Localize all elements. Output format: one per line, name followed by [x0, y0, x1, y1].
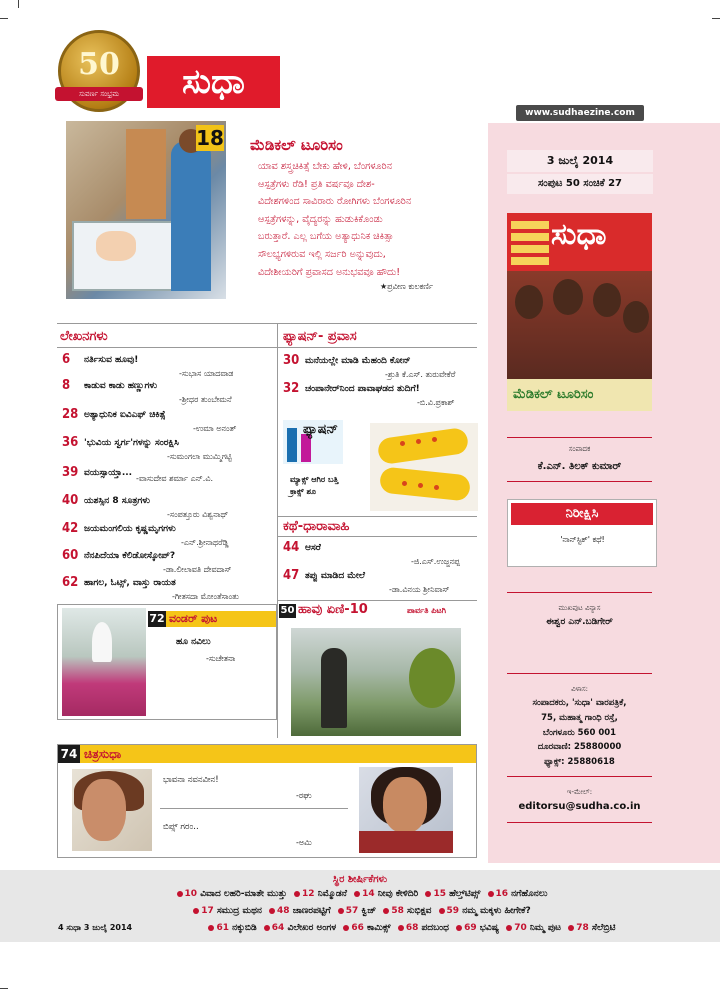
- wonder-page-title[interactable]: ವಂಡರ್ ಪುಟ: [166, 611, 276, 627]
- item-page-number: 30: [283, 353, 300, 368]
- item-author: -ಸುಭಾಸ ಯಾದವಾಡ: [179, 369, 234, 378]
- item-title: ವಯಸ್ಸಾಯ್ತಾ...: [84, 468, 133, 478]
- bullet-icon: [269, 908, 275, 914]
- item-page-number: 47: [283, 568, 300, 583]
- item-title: ಮನೆಯಲ್ಲೇ ಮಾಡಿ ಮೆಹಂದಿ ಕೋನ್: [305, 356, 411, 366]
- crocs-shoe-photo: [370, 423, 478, 511]
- chitrasudha-title[interactable]: ಚಿತ್ರಸುಧಾ: [80, 745, 476, 763]
- feature-title[interactable]: ಮೆಡಿಕಲ್ ಟೂರಿಸಂ: [250, 136, 343, 154]
- bullet-icon: [425, 891, 431, 897]
- fashion-caption: [290, 474, 366, 498]
- column-entry[interactable]: 68 ಪದಬಂಧ: [394, 923, 449, 933]
- flower-peacock-photo: [62, 608, 146, 716]
- section-divider: [278, 536, 477, 537]
- cover-tag: [511, 257, 549, 265]
- fashion-heading: ಫ್ಯಾಷನ್- ಪ್ರವಾಸ: [283, 329, 357, 344]
- cover-designer-name: ಈಶ್ವರ ಎನ್.ಬಡಿಗೇರ್: [546, 617, 613, 627]
- feature-page-number: 18: [196, 126, 224, 150]
- issue-volume: ಸಂಪುಟ 50 ಸಂಚಿಕೆ 27: [507, 174, 653, 194]
- item-page-number: 6: [62, 352, 71, 367]
- regular-columns-title: ಸ್ಥಿರ ಶೀರ್ಷಿಕೆಗಳು: [332, 874, 388, 885]
- feature-line: ಬರುತ್ತಾರೆ. ಎಲ್ಲ ಬಗೆಯ ಅತ್ಯಾಧುನಿಕ ಚಿಕಿತ್ಸಾ: [258, 231, 394, 243]
- feature-line: ವಿದೇಶಗಳಿಂದ ಸಾವಿರಾರು ರೋಗಿಗಳು ಬೆಂಗಳೂರಿನ: [258, 196, 412, 208]
- feature-author: ★ಪ್ರವೀಣ ಕುಲಕರ್ಣಿ: [380, 282, 434, 291]
- shoe-shape: [377, 427, 470, 465]
- cover-tag: [511, 245, 549, 253]
- address-label: ವಿಳಾಸ:: [571, 685, 588, 693]
- fashion-logo: [283, 420, 343, 464]
- fashion-bottle-icon: [301, 434, 311, 462]
- item-author: -ಉಮಾ ಅನಂತ್: [193, 424, 237, 433]
- cover-photo: [507, 271, 652, 379]
- column-entry[interactable]: 64 ವಿಲೇಖರ ಅಂಗಳ: [260, 923, 336, 933]
- column-entry[interactable]: 57 ಕ್ವಿಜ್: [334, 906, 376, 916]
- address-line-2: 75, ಮಹಾತ್ಮ ಗಾಂಧಿ ರಸ್ತೆ,: [541, 713, 618, 723]
- section-divider: [57, 323, 477, 324]
- fashion-bottle-icon: [287, 428, 297, 462]
- page-footer-folio: 4 ಸುಧಾ 3 ಜುಲೈ 2014: [58, 923, 133, 932]
- photo-doctor: [171, 141, 211, 291]
- item-page-number: 28: [62, 407, 79, 422]
- crop-mark: [0, 18, 8, 19]
- column-entry[interactable]: 17 ಸಮುದ್ರ ಮಥನ: [189, 906, 262, 916]
- serial-page-number: 50: [280, 605, 295, 616]
- column-entry[interactable]: 70 ನಿಮ್ಮ ಪುಟ: [502, 923, 561, 933]
- cinema-item-1[interactable]: ಭಾವನಾ ನವನವೀನ!: [163, 775, 219, 785]
- item-divider: [160, 808, 348, 809]
- column-entry[interactable]: 12 ನಿಮ್ಮೊಡನೆ: [290, 889, 347, 899]
- sidebar-divider: [507, 673, 652, 674]
- illustration-tree: [409, 648, 455, 708]
- item-title: ನೆನಪಿದೆಯಾ ಕೆಲಿಡೋಸ್ಕೋಪ್?: [84, 551, 176, 561]
- email-label: ಇ-ಮೇಲ್:: [566, 788, 593, 796]
- bullet-icon: [398, 925, 404, 931]
- column-entry[interactable]: 58 ಸುಭಿಕ್ಷವ: [379, 906, 431, 916]
- shoe-hole: [400, 441, 405, 446]
- sidebar-divider: [507, 437, 652, 438]
- item-page-number: 42: [62, 521, 79, 536]
- column-entry[interactable]: 14 ನೀವು ಕೇಳಿದಿರಿ: [350, 889, 418, 899]
- section-divider: [57, 347, 277, 348]
- item-page-number: 8: [62, 378, 71, 393]
- column-entry[interactable]: 48 ಜಾಣರಪಟ್ಟಿಗೆ: [265, 906, 331, 916]
- item-author: -ಶ್ರುತಿ ಕೆ.ಎಸ್. ತುರುವೇಕೆರೆ: [385, 370, 456, 379]
- bullet-icon: [383, 908, 389, 914]
- column-entry[interactable]: 16 ನಗೆಹೊನಲು: [484, 889, 548, 899]
- badge-number: 50: [78, 47, 120, 82]
- shoe-hole: [402, 481, 407, 486]
- regular-columns-row: [0, 906, 720, 916]
- column-entry[interactable]: 15 ಹೆಲ್ತ್‌ಟಿಪ್ಸ್: [421, 889, 480, 899]
- cinema-author-2: -ಅಮಿ: [296, 838, 312, 847]
- item-title: ಹಾಗಲ, ಓಟ್ಸ್, ವಾಸ್ತು ರಾಯತ: [84, 578, 176, 588]
- section-divider: [278, 347, 477, 348]
- item-author: -ಎನ್.ಶ್ರೀನಾಥರೆಡ್ಡಿ: [181, 538, 229, 547]
- item-page-number: 44: [283, 540, 300, 555]
- fashion-caption-line: ಕ್ರಾಕ್ಸ್ ಶೂ: [290, 487, 317, 496]
- actress-photo-1: [72, 769, 152, 851]
- regular-columns-row: [0, 889, 720, 899]
- wonder-item: ಹೂ ನವಿಲು: [176, 637, 211, 647]
- item-author: -ಸಂಪತ್ತೂರು ವಿಶ್ವನಾಥ್: [167, 510, 229, 519]
- editor-label: ಸಂಪಾದಕ: [568, 445, 591, 453]
- item-author: -ಬಿ.ವಿ.ಪ್ರಕಾಶ್: [417, 398, 455, 407]
- item-page-number: 32: [283, 381, 300, 396]
- illustration-couple: [321, 648, 347, 728]
- serial-title[interactable]: ಹಾವು ಏಣಿ-10: [298, 602, 368, 617]
- bullet-icon: [439, 908, 445, 914]
- cover-face: [515, 285, 543, 319]
- sudha-logo: ಸುಧಾ: [147, 56, 280, 108]
- shoe-hole: [432, 437, 437, 442]
- item-title: ಅತ್ಯಾಧುನಿಕ ಐವಿಎಫ್ ಚಿಕಿತ್ಸೆ: [84, 410, 166, 420]
- column-entry[interactable]: 78 ಸೆಲೆಬ್ರಿಟಿ: [564, 923, 615, 933]
- cinema-item-2[interactable]: ಬಿಪ್ಸ್ ಗರಂ..: [163, 822, 199, 832]
- issue-date: 3 ಜುಲೈ 2014: [507, 150, 653, 172]
- item-author: -ವಾಸುದೇವ ಶರ್ಮಾ ಎನ್.ವಿ.: [136, 474, 214, 483]
- photo-door: [126, 129, 166, 219]
- coming-soon-item: 'ನಾನ್‌ಸ್ಟಿಕ್' ಕಥೆ!: [560, 535, 605, 544]
- item-title: ಆಸರೆ: [305, 543, 321, 553]
- cover-logo: ಸುಧಾ: [551, 217, 607, 252]
- feature-line: ಯಾವ ಶಸ್ತ್ರಚಿಕಿತ್ಸೆ ಬೇಕು ಹೇಳಿ, ಬೆಂಗಳೂರಿನ: [258, 161, 393, 172]
- anniversary-badge: [58, 30, 140, 112]
- item-title: ಯಶಸ್ಸಿನ 8 ಸೂತ್ರಗಳು: [84, 496, 151, 506]
- serial-illustration: [291, 628, 461, 736]
- serial-author: ಪಾರ್ವತಿ ಪಿಟಗಿ: [407, 606, 446, 615]
- fax-number: ಫ್ಯಾಕ್ಸ್: 25880618: [544, 757, 615, 767]
- address-line-1: ಸಂಪಾದಕರು, 'ಸುಧಾ' ವಾರಪತ್ರಿಕೆ,: [532, 698, 627, 708]
- stories-heading: ಕಥೆ-ಧಾರಾವಾಹಿ: [283, 519, 350, 534]
- cover-design-label: ಮುಖಪುಟ ವಿನ್ಯಾಸ: [558, 604, 601, 612]
- cover-tag: [511, 221, 549, 229]
- fashion-logo-text: ಫ್ಯಾಷನ್: [303, 422, 338, 437]
- bullet-icon: [354, 891, 360, 897]
- bullet-icon: [456, 925, 462, 931]
- bullet-icon: [338, 908, 344, 914]
- sidebar-divider: [507, 776, 652, 777]
- crop-mark: [712, 18, 720, 19]
- item-title: ಚಂಪಾನೇರ್‌ನಿಂದ ಪಾವಾಘಡದ ತುದಿಗೆ!: [305, 384, 420, 394]
- shoe-shape: [379, 466, 471, 501]
- item-title: 'ಭುವಿಯ ಸ್ವರ್ಗ'ಗಳನ್ನು ಸಂರಕ್ಷಿಸಿ: [84, 438, 179, 448]
- bullet-icon: [294, 891, 300, 897]
- column-divider: [277, 323, 278, 738]
- website-url[interactable]: www.sudhaezine.com: [516, 105, 644, 121]
- badge-ribbon: ಸುವರ್ಣ ಸಂಭ್ರಮ: [55, 87, 143, 101]
- item-author: -ಜಿ.ಎಸ್.ಉಜ್ಜನಪ್ಪ: [411, 557, 460, 566]
- sidebar-divider: [507, 481, 652, 482]
- photo-face: [383, 777, 427, 833]
- photo-baby: [96, 231, 136, 261]
- column-entry[interactable]: 59 ನಮ್ಮ ಮಕ್ಕಳು ಹೀಗೇಕೆ?: [435, 906, 531, 916]
- coming-soon-title: ನಿರೀಕ್ಷಿಸಿ: [511, 503, 653, 525]
- sidebar-divider: [507, 592, 652, 593]
- chitrasudha-page-number: 74: [58, 745, 80, 763]
- email-address[interactable]: editorsu@sudha.co.in: [518, 801, 641, 812]
- peacock-sculpture: [92, 622, 112, 662]
- address-line-3: ಬೆಂಗಳೂರು 560 001: [542, 728, 617, 738]
- item-page-number: 36: [62, 435, 79, 450]
- shoe-hole: [418, 483, 423, 488]
- editor-name: ಕೆ.ಎನ್. ತಿಲಕ್ ಕುಮಾರ್: [537, 461, 622, 472]
- item-title: ಜಯಮಂಗಲಿಯ ಕೃಷ್ಣಮೃಗಗಳು: [84, 524, 176, 534]
- item-author: -ಗೀತಸದಾ ಮೋಂತೆಸಾಂತು: [172, 592, 239, 601]
- cover-tag: [511, 233, 549, 241]
- item-title: ಕಾಡುವ ಕಾಡು ಹಣ್ಣುಗಳು: [84, 381, 158, 391]
- crop-mark: [0, 988, 8, 989]
- phone-number: ದೂರವಾಣಿ: 25880000: [537, 742, 622, 752]
- item-author: -ಶ್ರೀಧರ ತುಂಬೇಮನೆ: [179, 395, 232, 404]
- item-author: -ಡಾ.ಲೀಲಾವತಿ ದೇವದಾಸ್: [163, 565, 232, 574]
- feature-line: ವಿದೇಶೀಯರಿಗೆ ಪ್ರವಾಸದ ಅನುಭವವೂ ಹೌದು!: [258, 266, 401, 278]
- actress-photo-2: [359, 767, 453, 853]
- bullet-icon: [193, 908, 199, 914]
- feature-line: ಆಸ್ಪತ್ರೆಗಳನ್ನು, ವೈದ್ಯರನ್ನು ಹುಡುಕಿಕೊಂಡು: [258, 213, 383, 225]
- item-author: -ಸುಮಂಗಲಾ ಮುಮ್ಮಿಗಟ್ಟಿ: [167, 452, 232, 461]
- photo-saree: [359, 831, 453, 853]
- item-page-number: 40: [62, 493, 79, 508]
- item-page-number: 60: [62, 548, 79, 563]
- shoe-hole: [434, 485, 439, 490]
- item-title: ತಪ್ಪು ಮಾಡಿದ ಮೇಲೆ: [305, 571, 365, 581]
- shoe-hole: [416, 439, 421, 444]
- feature-summary: [258, 158, 480, 281]
- item-page-number: 62: [62, 575, 79, 590]
- bullet-icon: [208, 925, 214, 931]
- cover-thumbnail[interactable]: [507, 213, 652, 411]
- section-divider: [278, 600, 477, 601]
- column-entry[interactable]: 66 ಕಾಮಿಕ್ಸ್: [339, 923, 390, 933]
- articles-heading: ಲೇಖನಗಳು: [60, 329, 108, 344]
- cover-face: [593, 283, 621, 317]
- wonder-author: -ಸುಚೇತನಾ: [206, 654, 236, 663]
- column-entry[interactable]: 61 ನಕ್ಕುಬಿಡಿ: [204, 923, 256, 933]
- bullet-icon: [568, 925, 574, 931]
- bullet-icon: [488, 891, 494, 897]
- bullet-icon: [177, 891, 183, 897]
- item-page-number: 39: [62, 465, 79, 480]
- item-author: -ಡಾ.ವಿನಯ ಶ್ರೀನಿವಾಸ್: [389, 585, 450, 594]
- column-entry[interactable]: 69 ಭವಿಷ್ಯ: [452, 923, 499, 933]
- cover-face: [553, 279, 583, 315]
- fashion-caption-line: ಮ್ಯಾಕ್ಸ್ ಆಗಿರ ಬತ್ತಿ: [290, 475, 339, 484]
- item-title: ನರ್ತಿಸುವ ಹೂವು!: [84, 355, 139, 365]
- bullet-icon: [264, 925, 270, 931]
- feature-line: ಸೌಲಭ್ಯಗಳಿರುವ ಇಲ್ಲಿ ಸರ್ಜರಿ ಅನ್ನುವುದು,: [258, 248, 386, 260]
- cover-caption: ಮೆಡಿಕಲ್ ಟೂರಿಸಂ: [507, 379, 652, 411]
- feature-line: ಆಸ್ಪತ್ರೆಗಳು ರೆಡಿ! ಪ್ರತಿ ವರ್ಷವೂ ದೇಶ-: [258, 178, 375, 190]
- crop-mark: [18, 0, 19, 8]
- column-entry[interactable]: 10 ವಿವಾದ ಲಹರಿ-ಮಾತೇ ಮುತ್ತು: [173, 889, 287, 899]
- cinema-author-1: -ರಘು: [296, 791, 312, 800]
- bullet-icon: [506, 925, 512, 931]
- cover-face: [623, 301, 649, 333]
- section-divider: [278, 516, 477, 517]
- wonder-page-number: 72: [149, 612, 165, 625]
- sidebar-divider: [507, 822, 652, 823]
- photo-face: [82, 779, 126, 841]
- bullet-icon: [343, 925, 349, 931]
